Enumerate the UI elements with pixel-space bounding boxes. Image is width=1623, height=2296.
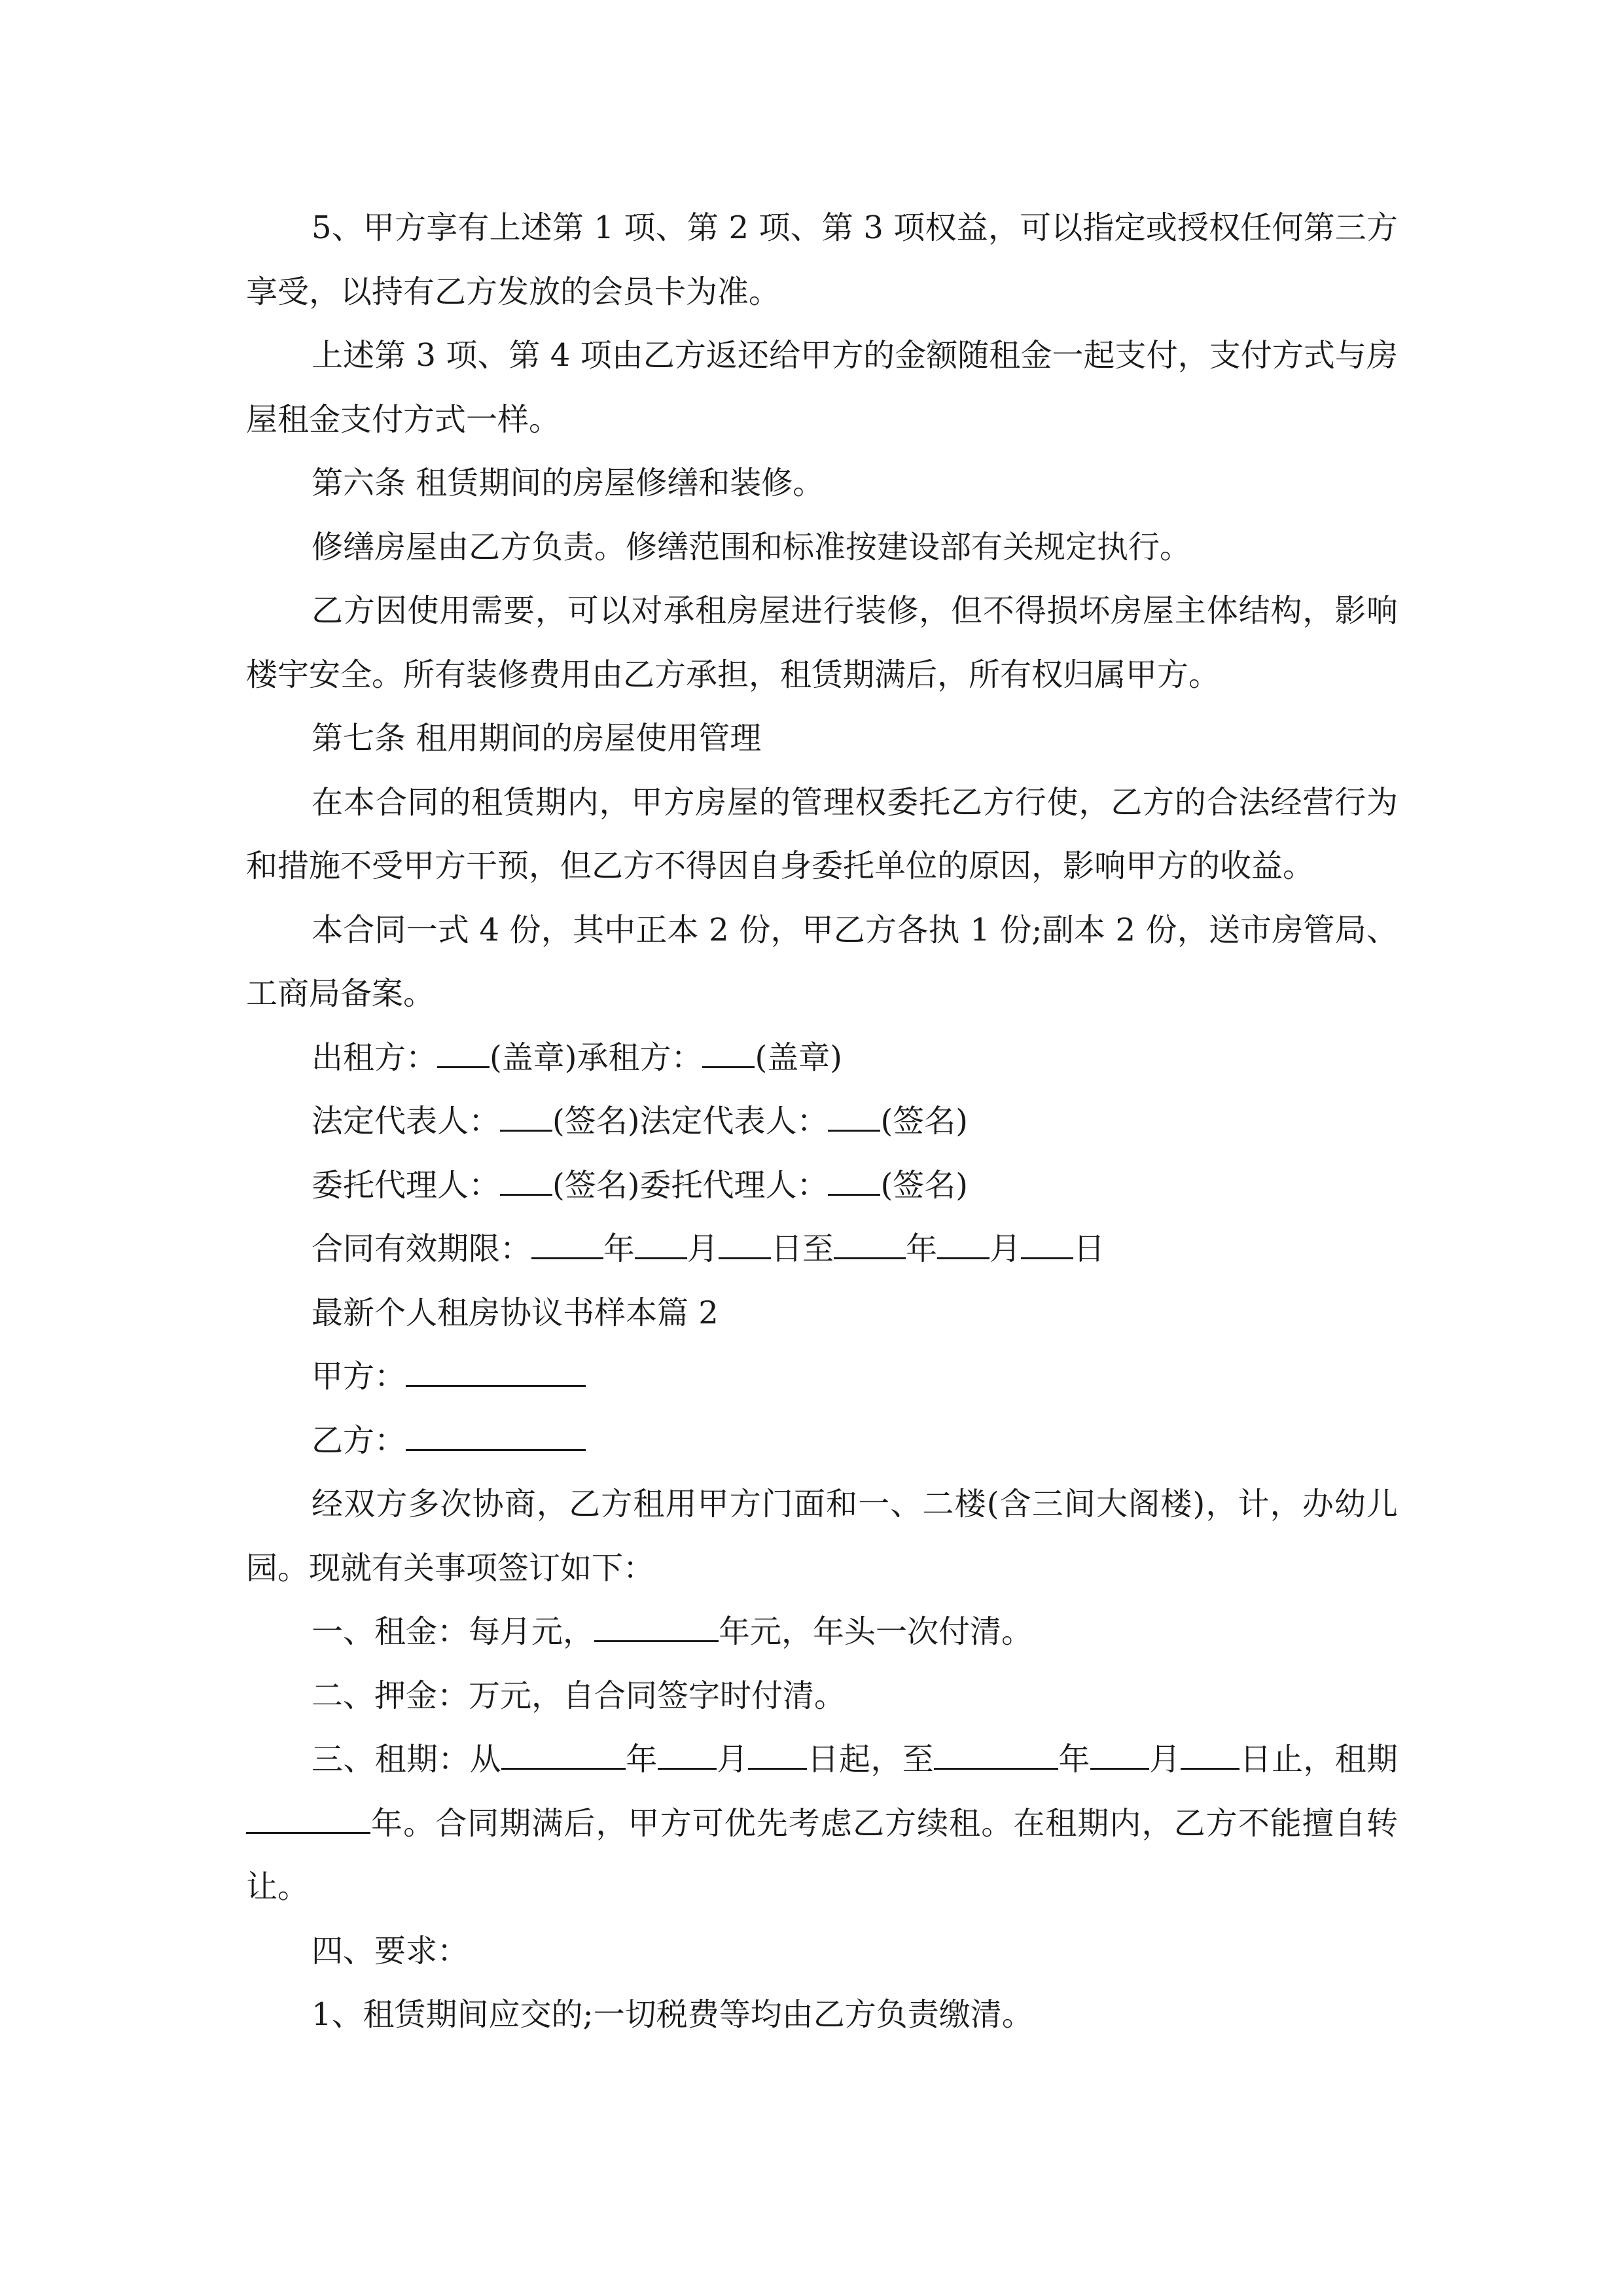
document-body [246,196,1398,2047]
blank-line [1021,1229,1073,1259]
blank-line [635,1229,687,1259]
signature-agent-line: 委托代理人： (签名)委托代理人： (签名) [246,1154,1398,1218]
blank-line [594,1612,719,1642]
blank-line [748,1740,807,1770]
party-a-line: 甲方： [246,1345,1398,1409]
requirements-heading: 四、要求： [312,1932,469,1969]
blank-line [702,1037,755,1067]
blank-line [828,1102,880,1132]
section-title: 最新个人租房协议书样本篇 2 [312,1294,719,1331]
blank-line [1181,1740,1240,1770]
term-clause: 三、租期：从 年 月 日起，至 年 月 日止，租期年。合同期满后，甲方可优先考虑乙方续租。在租期内，乙方不能擅自转让。 [246,1728,1398,1920]
blank-line [406,1357,586,1387]
renovation-clause: 乙方因使用需要，可以对承租房屋进行装修，但不得损坏房屋主体结构，影响楼宇安全。所有装修费用由乙方承担，租赁期满后，所有权归属甲方。 [246,592,1398,693]
blank-line [437,1037,490,1067]
intro-paragraph: 经双方多次协商，乙方租用甲方门面和一、二楼(含三间大阁楼)，计，办幼儿园。现就有关事项签订如下： [246,1486,1398,1587]
signature-lessor-line: 出租方： (盖章)承租方： (盖章) [246,1026,1398,1090]
article-6-heading: 第六条 租赁期间的房屋修缮和装修。 [312,465,825,501]
blank-line [719,1229,771,1259]
blank-line [658,1740,717,1770]
blank-line [937,1229,990,1259]
blank-line [500,1102,552,1132]
blank-line [500,1165,552,1195]
article-7-heading: 第七条 租用期间的房屋使用管理 [312,720,762,757]
rent-clause: 一、租金：每月元， 年元，年头一次付清。 [246,1600,1398,1664]
clause-5: 5、甲方享有上述第 1 项、第 2 项、第 3 项权益，可以指定或授权任何第三方享受，以持有乙方发放的会员卡为准。 [246,209,1398,310]
signature-representative-line: 法定代表人： (签名)法定代表人： (签名) [246,1090,1398,1154]
validity-period-line: 合同有效期限： 年 月 日至 年 月 日 [246,1217,1398,1282]
payment-note: 上述第 3 项、第 4 项由乙方返还给甲方的金额随租金一起支付，支付方式与房屋租金支付方式一样。 [246,337,1398,438]
blank-line [531,1229,603,1259]
blank-line [246,1803,370,1833]
blank-line [834,1229,906,1259]
deposit-clause: 二、押金：万元，自合同签字时付清。 [312,1677,846,1714]
requirement-1: 1、租赁期间应交的;一切税费等均由乙方负责缴清。 [312,1996,1033,2033]
blank-line [934,1740,1058,1770]
blank-line [406,1420,586,1450]
repair-clause: 修缮房屋由乙方负责。修缮范围和标准按建设部有关规定执行。 [312,528,1192,565]
blank-line [1090,1740,1149,1770]
blank-line [501,1740,626,1770]
management-clause: 在本合同的租赁期内，甲方房屋的管理权委托乙方行使，乙方的合法经营行为和措施不受甲方干预，但乙方不得因自身委托单位的原因，影响甲方的收益。 [246,783,1398,884]
party-b-line: 乙方： [246,1409,1398,1473]
blank-line [828,1165,880,1195]
copies-clause: 本合同一式 4 份，其中正本 2 份，甲乙方各执 1 份;副本 2 份，送市房管局、工商局备案。 [246,911,1398,1012]
